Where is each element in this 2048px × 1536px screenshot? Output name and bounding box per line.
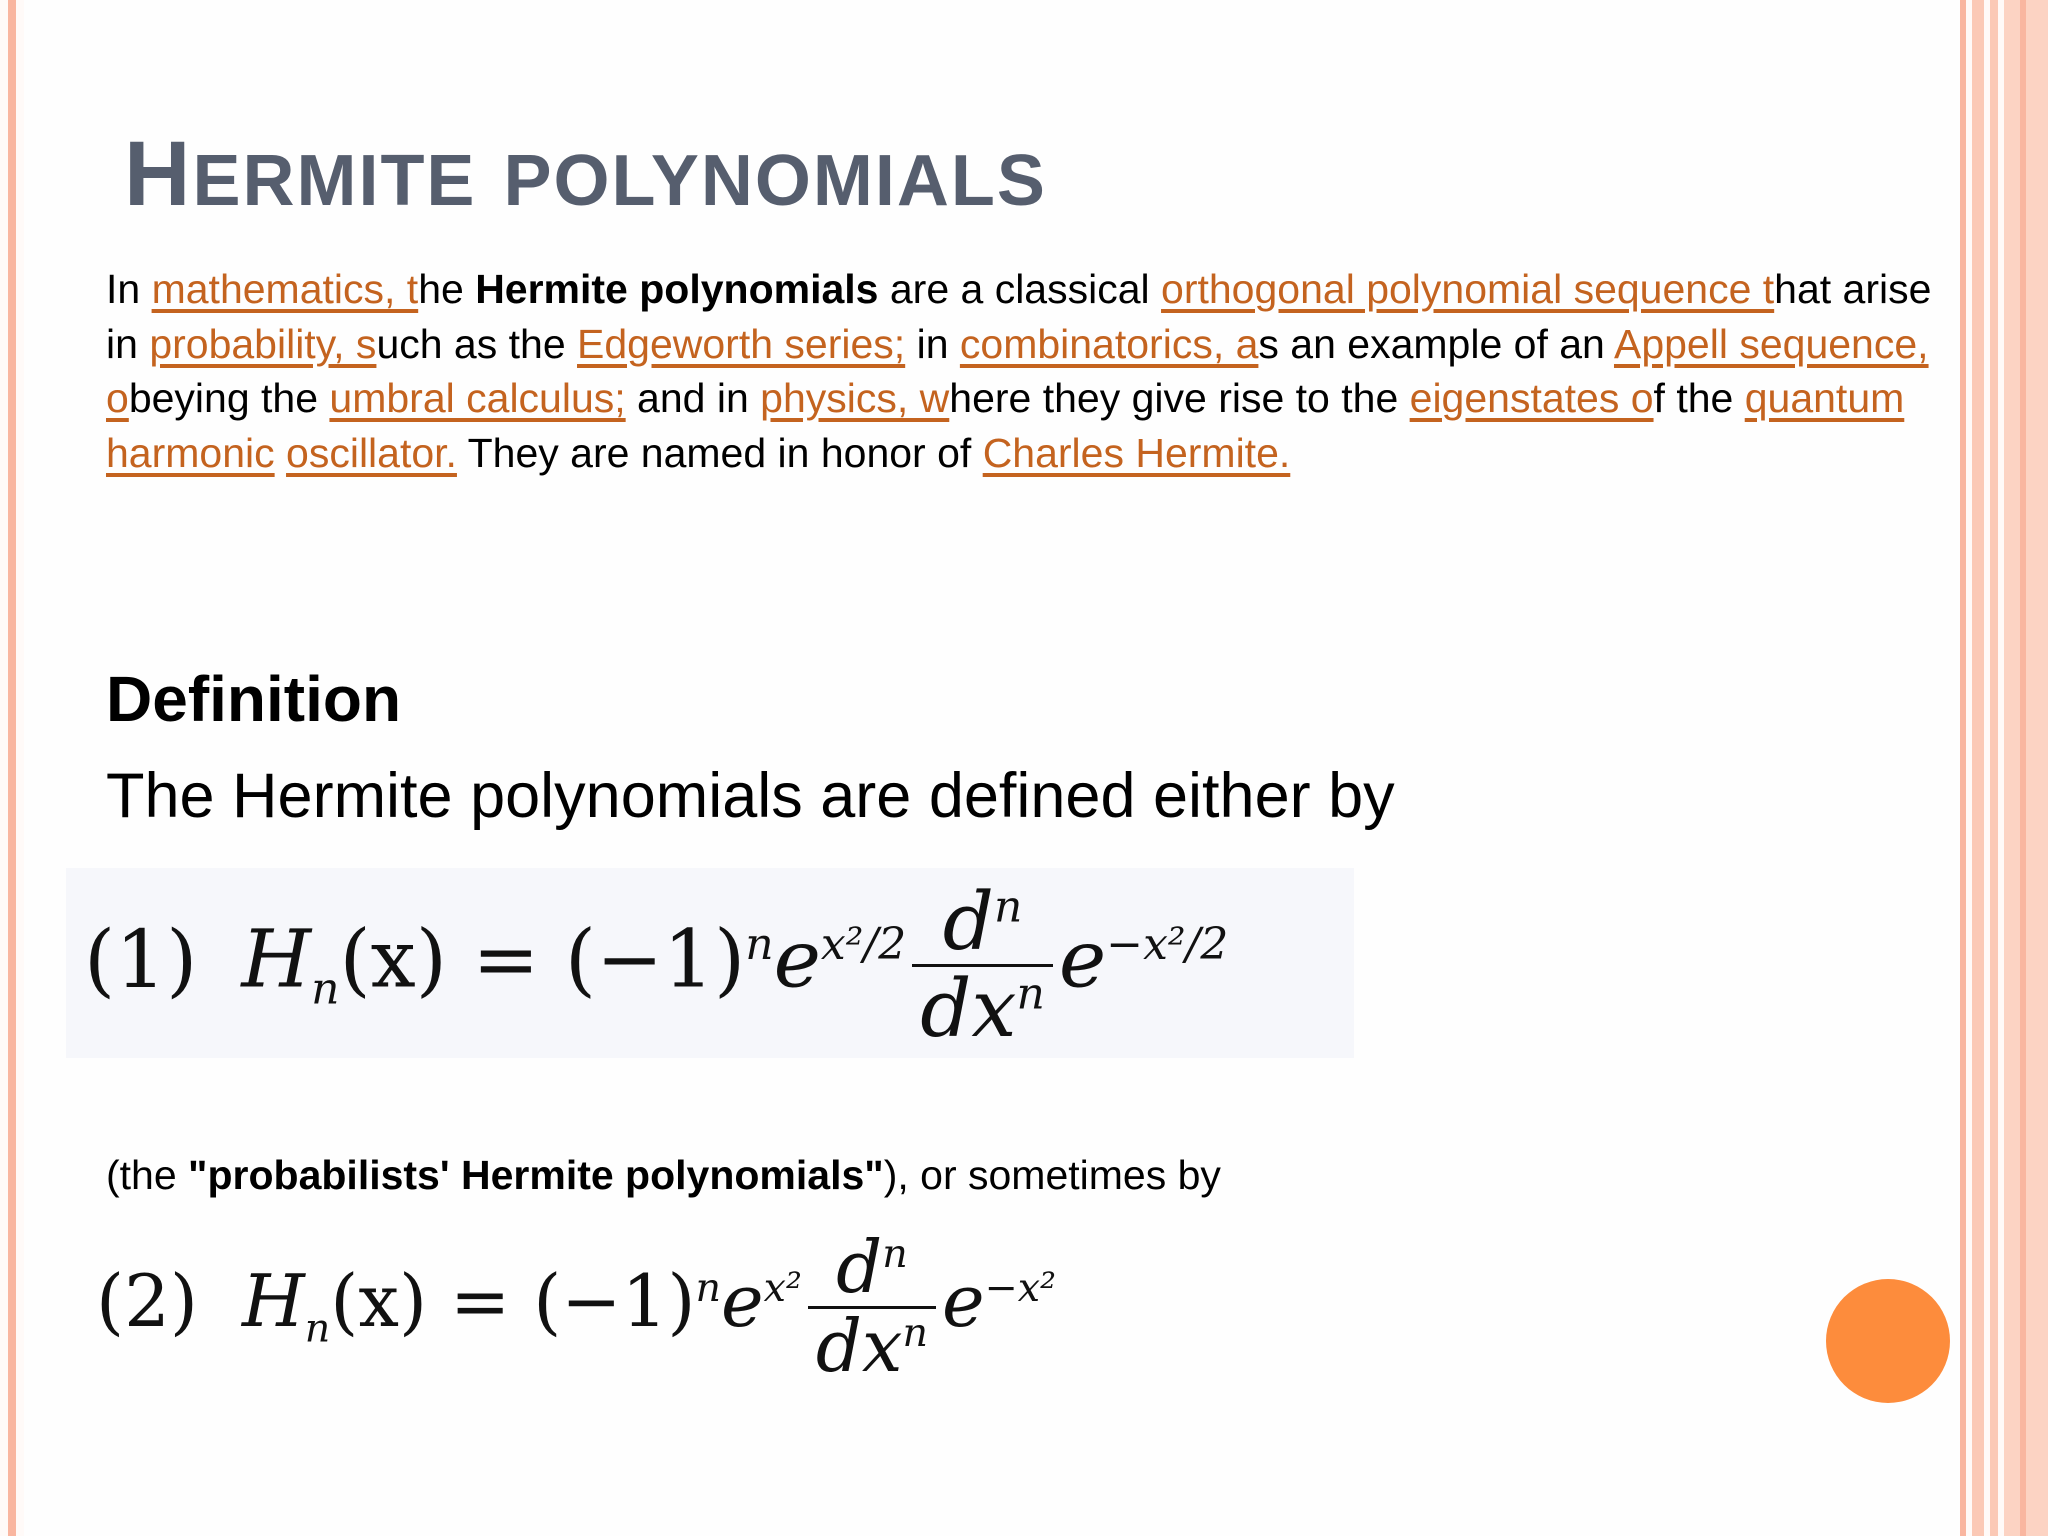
link-appell-sequence[interactable]: Appell sequence, o [106, 320, 1929, 421]
right-border-stripe-2 [1972, 0, 1984, 1536]
equation-2: (2) $H_n(x) = (-1)^ne^{x^2}$ $\frac{d^n}{dx^n}$ $e^{-x^2}$ [96, 1225, 1056, 1388]
right-border-stripe-4 [2004, 0, 2048, 1536]
equation-1-derivative: $\frac{d^n}{dx^n}$ [912, 880, 1053, 1051]
title-word-2: POLYNOMIALS [503, 141, 1047, 221]
equation-1: (1) $H_n(x) = (-1)^ne^{x^2/2}$ $\frac{d^n}{dx^n}$ $e^{-x^2/2}$ [84, 875, 1229, 1055]
link-oscillator[interactable]: oscillator. [286, 429, 457, 476]
link-probability[interactable]: probability, s [149, 320, 377, 367]
intro-paragraph: In mathematics, the Hermite polynomials are a classical orthogonal polynomial sequence that arise in probability, such as the Edgeworth series; in combinatorics, as an example of an Appell sequence, obeying the umbral calculus; and in physics, where they give rise to the eigenstates of the quantum harmonic oscillator. They are named in honor of Charles Hermite. [106, 266, 1932, 476]
equation-1-number: (1) [84, 912, 198, 1006]
definition-heading: Definition [106, 663, 402, 735]
link-umbral-calculus[interactable]: umbral calculus; [329, 375, 626, 421]
equation-2-number: (2) [96, 1259, 198, 1344]
equation-2-derivative: $\frac{d^n}{dx^n}$ [808, 1230, 936, 1384]
right-border-stripe-5 [2020, 0, 2026, 1536]
link-charles-hermite[interactable]: Charles Hermite. [982, 429, 1291, 476]
slide-title [124, 122, 1047, 227]
link-physics[interactable]: physics, w [760, 375, 950, 421]
link-orthogonal-polynomial-sequence[interactable]: orthogonal polynomial sequence t [1161, 266, 1775, 312]
link-mathematics[interactable]: mathematics, t [151, 266, 419, 312]
orange-circle-decoration [1826, 1279, 1950, 1403]
left-border-stripe [8, 0, 16, 1536]
bold-hermite-polynomials: Hermite polynomials [475, 266, 879, 312]
link-eigenstates[interactable]: eigenstates o [1409, 375, 1654, 421]
title-initial: H [124, 123, 193, 225]
link-edgeworth-series[interactable]: Edgeworth series; [577, 320, 906, 367]
definition-text: The Hermite polynomials are defined either by [106, 761, 1395, 831]
title-word-1-rest: ERMITE [192, 141, 477, 221]
right-border-stripe-3 [1990, 0, 1998, 1536]
link-combinatorics[interactable]: combinatorics, a [959, 320, 1259, 367]
right-border-stripe-1 [1960, 0, 1966, 1536]
bold-probabilists-hermite: "probabilists' Hermite polynomials" [188, 1152, 884, 1198]
probabilists-line: (the "probabilists' Hermite polynomials"), or sometimes by [106, 1152, 1221, 1198]
link-quantum-harmonic[interactable]: quantum harmonic [106, 375, 1905, 476]
